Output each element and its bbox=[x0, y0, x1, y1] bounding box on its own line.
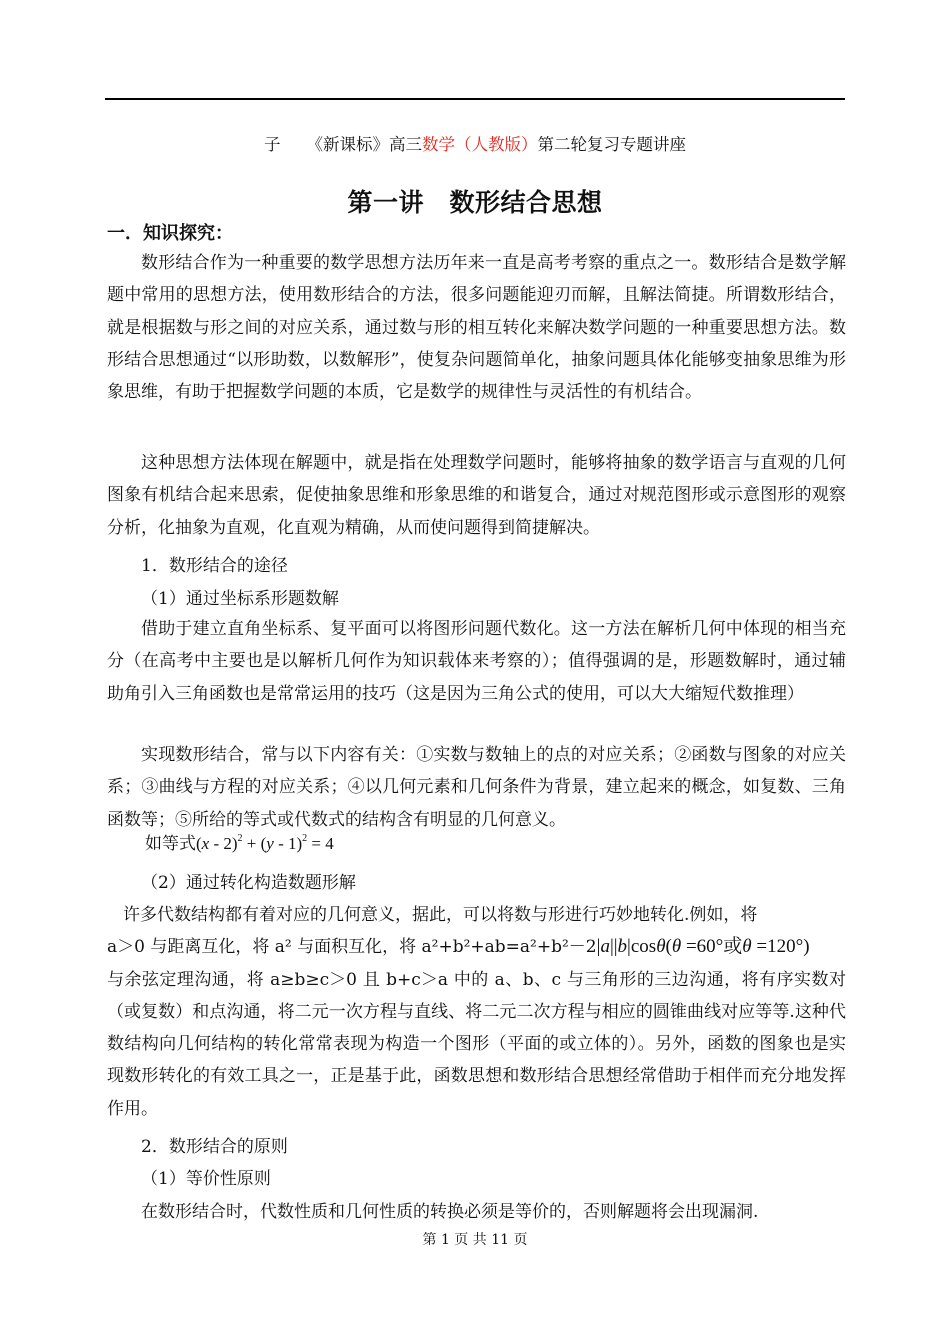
paragraph-equivalence bbox=[107, 1196, 846, 1228]
header-rule bbox=[105, 98, 845, 100]
subheading-equivalence: （1）等价性原则 bbox=[141, 1169, 271, 1189]
subheading-principles: 2．数形结合的原则 bbox=[141, 1137, 288, 1157]
header-title-a: 《新课标》高三 bbox=[306, 135, 422, 154]
equation-prefix: 如等式 bbox=[145, 834, 196, 853]
header-title-red: 数学（人教版） bbox=[422, 135, 538, 154]
paragraph-line-1: 许多代数结构都有着对应的几何意义，据此，可以将数与形进行巧妙地转化.例如，将 bbox=[123, 905, 758, 925]
header-title-b: 第二轮复习专题讲座 bbox=[537, 135, 686, 154]
paragraph-related bbox=[107, 739, 846, 836]
page-header bbox=[0, 131, 950, 155]
paragraph-text: 在数形结合时，代数性质和几何性质的转换必须是等价的，否则解题将会出现漏洞. bbox=[141, 1202, 759, 1222]
paragraph-transform bbox=[107, 899, 846, 1125]
lecture-title: 第一讲 数形结合思想 bbox=[347, 188, 603, 217]
paragraph-text: 实现数形结合，常与以下内容有关：①实数与数轴上的点的对应关系；②函数与图象的对应关系；③曲线与方程的对应关系；④以几何元素和几何条件为背景，建立起来的概念，如复数、三角函数等；⑤所给的等式或代数式的结构含有明显的几何意义。 bbox=[107, 745, 846, 830]
page-footer: 第 1 页 共 11 页 bbox=[422, 1232, 528, 1248]
example-equation: 如等式(x - 2)$^2$ + (y - 1)$^2$ = 4 bbox=[145, 833, 334, 853]
paragraph-line-2 bbox=[107, 931, 846, 963]
paragraph-intro bbox=[107, 247, 846, 408]
paragraph-text: 这种思想方法体现在解题中，就是指在处理数学问题时，能够将抽象的数学语言与直观的几何图象有机结合起来思索，促使抽象思维和形象思维的和谐复合，通过对规范图形或示意图形的观察分析，化抽象为直观，化直观为精确，从而使问题得到简捷解决。 bbox=[107, 453, 846, 538]
paragraph-method bbox=[107, 447, 846, 544]
header-prefix: 子 bbox=[264, 135, 281, 154]
paragraph-coordinate bbox=[107, 613, 846, 710]
paragraph-line-2-text: a＞0 与距离互化，将 a² 与面积互化，将 a²+b²+ab=a²+b²－2 bbox=[107, 937, 597, 958]
paragraph-text: 借助于建立直角坐标系、复平面可以将图形问题代数化。这一方法在解析几何中体现的相当充分（在高考中主要也是以解析几何作为知识载体来考察的）；值得强调的是，形题数解时，通过辅助角引入三角函数也是常常运用的技巧（这是因为三角公式的使用，可以大大缩短代数推理） bbox=[107, 619, 846, 704]
subheading-approach: 1．数形结合的途径 bbox=[141, 556, 288, 576]
paragraph-rest: 与余弦定理沟通，将 a≥b≥c＞0 且 b+c＞a 中的 a、b、c 与三角形的三边沟通，将有序实数对（或复数）和点沟通，将二元一次方程与直线、将二元二次方程与相应的圆锥曲线对应等等.这种代数结构向几何结构的转化常常表现为构造一个图形（平面的或立体的）。另外，函数的图象也是实现数形转化的有效工具之一，正是基于此，函数思想和数形结合思想经常借助于相伴而充分地发挥作用。 bbox=[107, 969, 846, 1119]
subheading-coordinate: （1）通过坐标系形题数解 bbox=[141, 589, 339, 609]
cosine-formula: |a||b|cosθ(θ =60°或θ =120°) bbox=[596, 936, 810, 958]
paragraph-text: 数形结合作为一种重要的数学思想方法历年来一直是高考考察的重点之一。数形结合是数学解题中常用的思想方法，使用数形结合的方法，很多问题能迎刃而解，且解法简捷。所谓数形结合，就是根据数与形之间的对应关系，通过数与形的相互转化来解决数学问题的一种重要思想方法。数形结合思想通过“以形助数，以数解形”，使复杂问题简单化，抽象问题具体化能够变抽象思维为形象思维，有助于把握数学问题的本质，它是数学的规律性与灵活性的有机结合。 bbox=[107, 253, 846, 403]
subheading-transform: （2）通过转化构造数题形解 bbox=[141, 873, 356, 893]
section-heading: 一．知识探究： bbox=[107, 223, 233, 244]
